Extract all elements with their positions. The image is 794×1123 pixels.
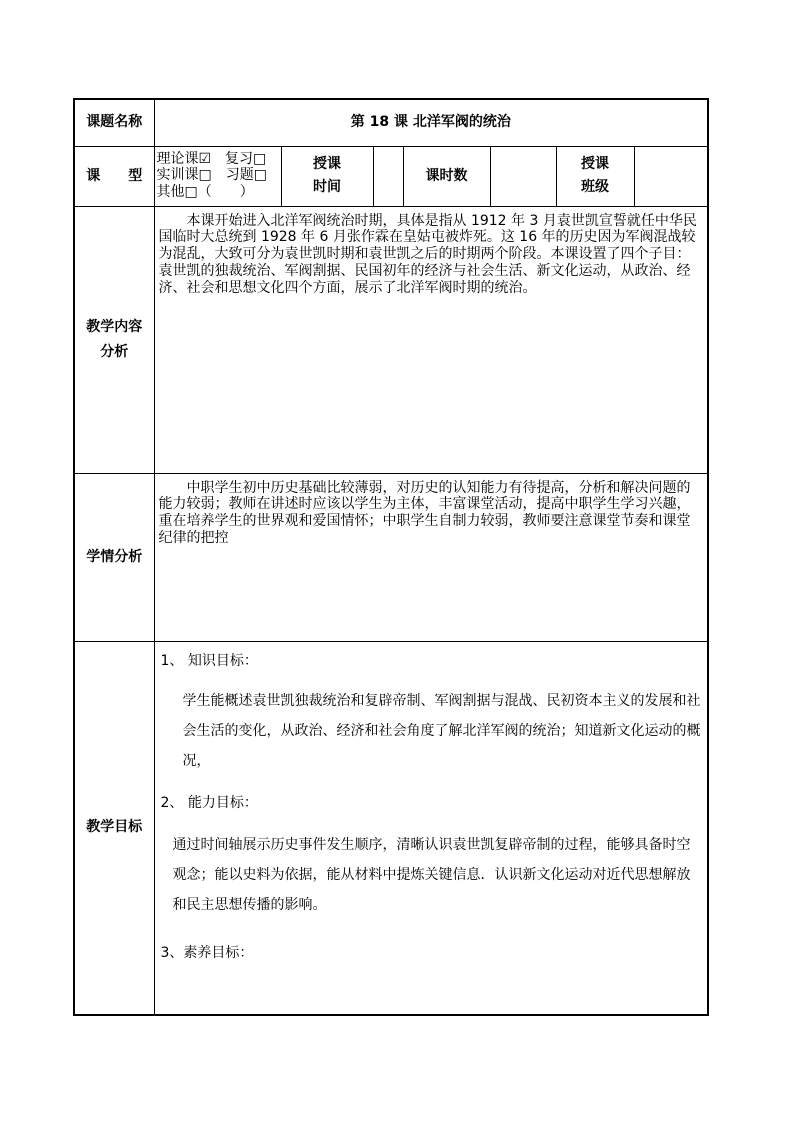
knowledge-text: 学生能概述袁世凯独裁统治和复辟帝制、军阀割据与混战、民初资本主义的发展和社会生活的变化，从政治、经济和社会角度了解北洋军阀的统治；知道新文化运动的概况， [182, 692, 701, 769]
type-option-line: 实训课□ 习题□ [156, 167, 267, 184]
topic-label: 课题名称 [74, 99, 154, 146]
time-value [373, 146, 403, 206]
learner-analysis-label: 学情分析 [74, 473, 154, 641]
type-option-line: 其他□（ ） [156, 184, 254, 201]
knowledge-heading: 1、 知识目标： [160, 652, 258, 669]
learner-analysis-row [74, 473, 708, 641]
time-label: 授课 时间 [281, 146, 373, 206]
type-label: 课 型 [74, 146, 154, 206]
content-analysis-label: 教学内容 分析 [74, 206, 154, 473]
literacy-heading: 3、素养目标： [160, 944, 254, 961]
class-value [634, 146, 708, 206]
objectives-row [74, 641, 708, 1015]
hours-label: 课时数 [403, 146, 490, 206]
ability-text: 通过时间轴展示历史事件发生顺序，清晰认识袁世凯复辟帝制的过程，能够具备时空观念；能以史料为依据，能从材料中提炼关键信息．认识新文化运动对近代思想解放和民主思想传播的影响。 [172, 836, 691, 913]
learner-analysis-text: 中职学生初中历史基础比较薄弱，对历史的认知能力有待提高，分析和解决问题的能力较弱；教师在讲述时应该以学生为主体，丰富课堂活动，提高中职学生学习兴趣，重在培养学生的世界观和爱国情怀；中职学生自制力较弱，教师要注意课堂节奏和课堂纪律的把控 [154, 473, 708, 641]
topic-title: 第 18 课 北洋军阀的统治 [154, 99, 708, 146]
content-analysis-row [74, 206, 708, 473]
lesson-plan-table [73, 98, 709, 1016]
class-label: 授课 班级 [556, 146, 634, 206]
hours-value [490, 146, 556, 206]
objectives-text [154, 641, 708, 1015]
ability-heading: 2、 能力目标： [160, 794, 258, 811]
type-options [154, 146, 281, 206]
type-option-line: 理论课☑ 复习□ [156, 150, 267, 167]
content-analysis-text: 本课开始进入北洋军阀统治时期，具体是指从 1912 年 3 月袁世凯宣誓就任中华民国临时大总统到 1928 年 6 月张作霖在皇姑屯被炸死。这 16 年的历史因为军阀混战较为混乱，大致可分为袁世凯时期和袁世凯之后的时期两个阶段。本课设置了四个子目：袁世凯的独裁统治、军阀割据、民国初年的经济与社会生活、新文化运动，从政治、经济、社会和思想文化四个方面，展示了北洋军阀时期的统治。 [154, 206, 708, 473]
objectives-label: 教学目标 [74, 641, 154, 1015]
topic-row [74, 99, 708, 146]
type-row [74, 146, 708, 206]
